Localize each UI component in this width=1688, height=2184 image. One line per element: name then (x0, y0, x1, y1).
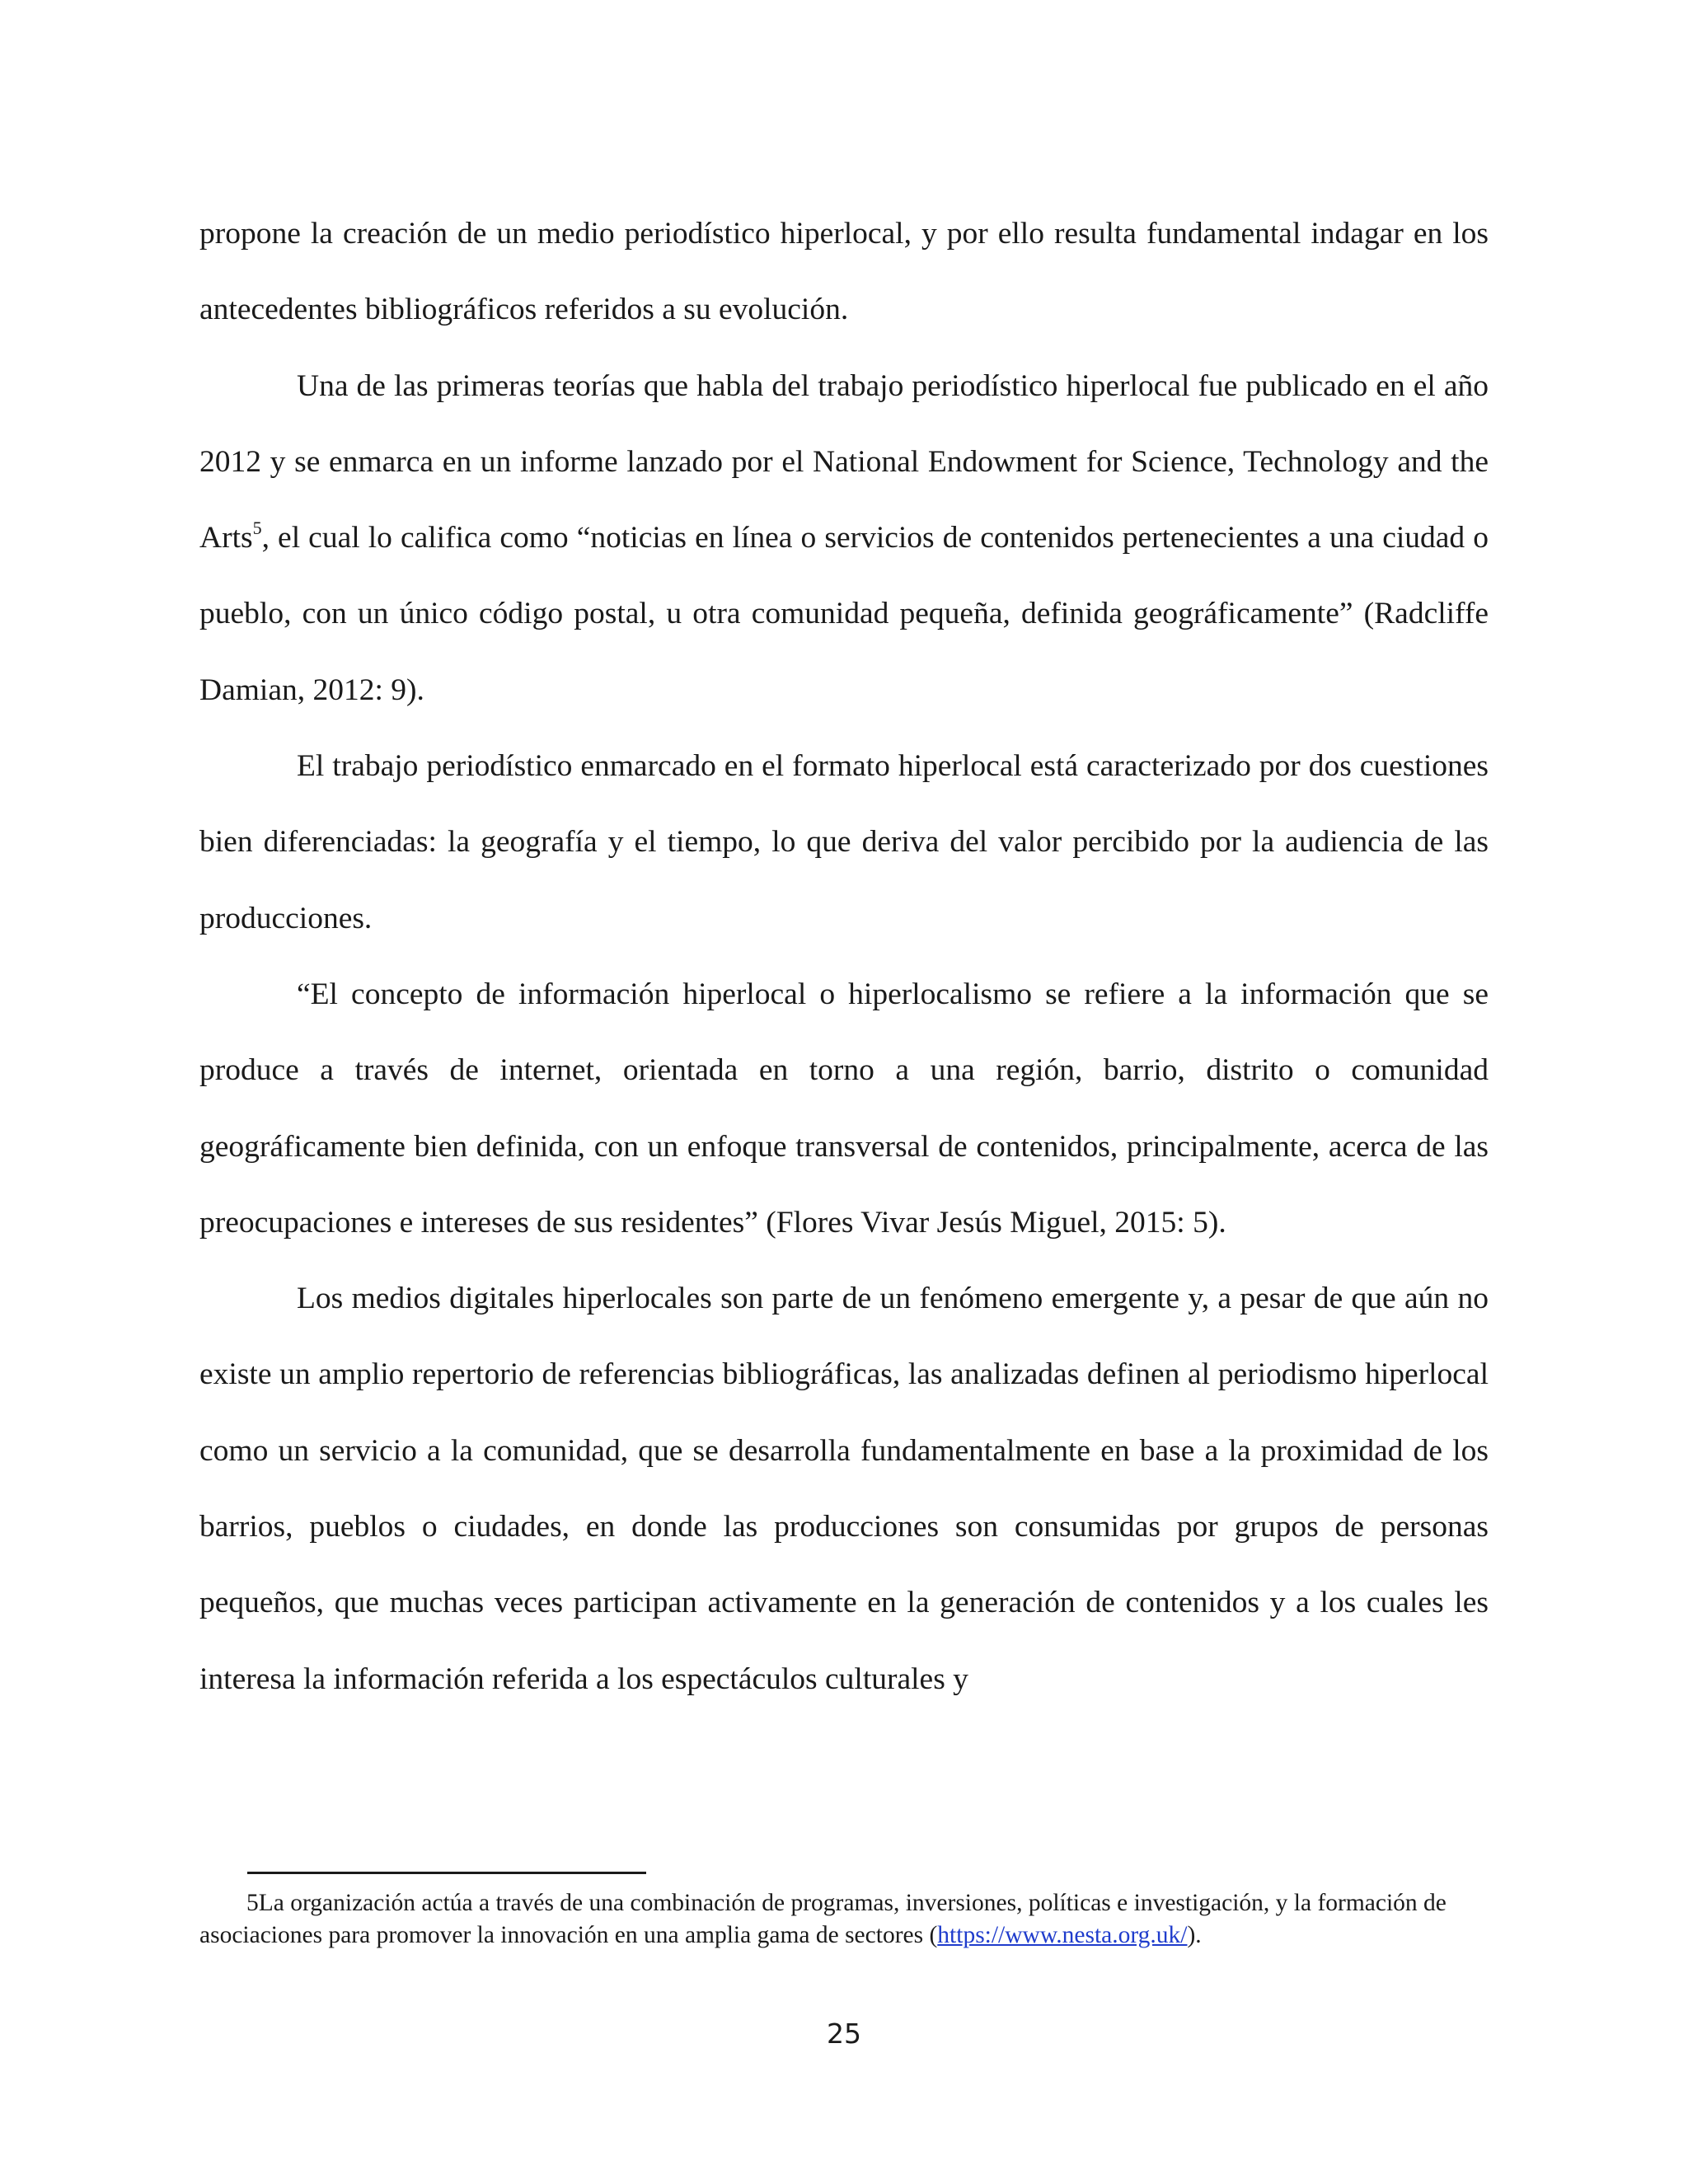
paragraph-2-text-continued: , el cual lo califica como “noticias en línea o servicios de contenidos pertenecientes a una ciudad o pueblo, con un único código postal, u otra comunidad pequeña, definida geográficamente” (Radcliffe Damian, 2012: 9). (199, 521, 1489, 707)
footnote-text: La organización actúa a través de una combinación de programas, inversiones, políticas e investigación, y la formación de asociaciones para promover la innovación en una amplia gama de sectores (199, 1890, 1447, 1948)
page-number: 25 (827, 2018, 861, 2050)
paragraph-4-text: “El concepto de información hiperlocal o hiperlocalismo se refiere a la información que se produce a través de internet, orientada en torno a una región, barrio, distrito o comunidad geográficamente bien definida, con un enfoque transversal de contenidos, principalmente, acerca de las preocupaciones e intereses de sus residentes” (Flores Vivar Jesús Miguel, 2015: 5). (199, 977, 1489, 1240)
body-text (199, 196, 1489, 1718)
paragraph-2 (199, 349, 1489, 729)
footnote-link[interactable]: https://www.nesta.org.uk/ (937, 1921, 1188, 1948)
paragraph-5 (199, 1261, 1489, 1718)
footnote-link-open: ( (929, 1921, 938, 1948)
footnote-reference[interactable]: 5 (252, 518, 262, 539)
paragraph-5-text: Los medios digitales hiperlocales son parte de un fenómeno emergente y, a pesar de que aún no existe un amplio repertorio de referencias bibliográficas, las analizadas definen al periodismo hiperlocal como un servicio a la comunidad, que se desarrolla fundamentalmente en base a la proximidad de los barrios, pueblos o ciudades, en donde las producciones son consumidas por grupos de personas pequeños, que muchas veces participan activamente en la generación de contenidos y a los cuales les interesa la información referida a los espectáculos culturales y (199, 1282, 1489, 1696)
footnote-5 (199, 1887, 1489, 1951)
paragraph-1-text: propone la creación de un medio periodístico hiperlocal, y por ello resulta fundamental indagar en los antecedentes bibliográficos referidos a su evolución. (199, 217, 1489, 327)
paragraph-3-text: El trabajo periodístico enmarcado en el formato hiperlocal está caracterizado por dos cuestiones bien diferenciadas: la geografía y el tiempo, lo que deriva del valor percibido por la audiencia de las producciones. (199, 749, 1489, 935)
footnote-link-close: ). (1187, 1921, 1202, 1948)
paragraph-1 (199, 196, 1489, 349)
paragraph-3 (199, 729, 1489, 957)
paragraph-2-text: Una de las primeras teorías que habla del trabajo periodístico hiperlocal fue publicado en el año 2012 y se enmarca en un informe lanzado por el National Endowment for Science, Technology and the Arts (199, 368, 1489, 555)
paragraph-4-quote (199, 957, 1489, 1261)
footnote-marker: 5 (246, 1890, 259, 1916)
footnote-separator (247, 1872, 646, 1874)
footnotes (199, 1887, 1489, 1951)
